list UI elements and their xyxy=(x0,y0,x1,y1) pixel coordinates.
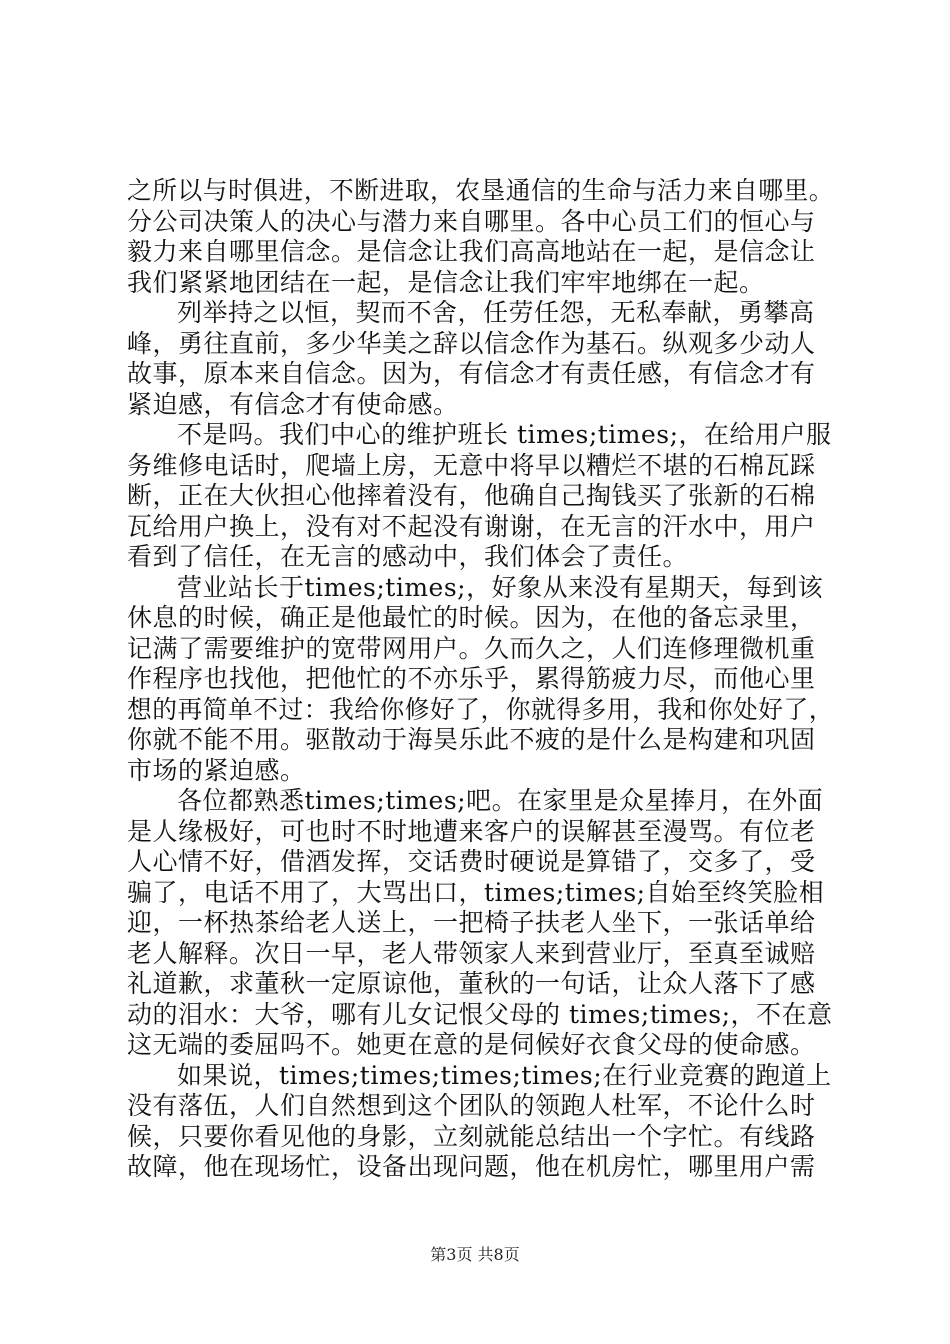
text-line: 迎，一杯热茶给老人送上，一把椅子扶老人坐下，一张话单给 xyxy=(127,908,816,937)
text-line: 没有落伍，人们自然想到这个团队的领跑人杜军，不论什么时 xyxy=(127,1091,816,1120)
text-line: 各位都熟悉times;times;吧。在家里是众星捧月，在外面 xyxy=(177,786,824,815)
text-line: 休息的时候，确正是他最忙的时候。因为，在他的备忘录里， xyxy=(127,603,816,632)
text-line: 毅力来自哪里信念。是信念让我们高高地站在一起，是信念让 xyxy=(127,237,816,266)
text-line: 之所以与时俱进，不断进取，农垦通信的生命与活力来自哪里。 xyxy=(127,176,834,205)
text-line: 是人缘极好，可也时不时地遭来客户的误解甚至漫骂。有位老 xyxy=(127,816,816,846)
page-footer xyxy=(0,1242,950,1265)
text-line: 不是吗。我们中心的维护班长 times;times;，在给用户服 xyxy=(177,420,832,449)
text-line: 营业站长于times;times;，好象从来没有星期天，每到该 xyxy=(177,572,824,602)
text-line: 想的再简单不过：我给你修好了，你就得多用，我和你处好了， xyxy=(127,694,834,724)
text-line: 故事，原本来自信念。因为，有信念才有责任感，有信念才有 xyxy=(127,359,816,388)
text-line: 断，正在大伙担心他摔着没有，他确自己掏钱买了张新的石棉 xyxy=(127,481,816,510)
page-number-label: 第3页 共8页 xyxy=(430,1245,520,1264)
text-line: 紧迫感，有信念才有使命感。 xyxy=(127,389,459,419)
text-line: 如果说，times;times;times;times;在行业竞赛的跑道上 xyxy=(177,1060,832,1090)
text-line: 这无端的委屈吗不。她更在意的是伺候好衣食父母的使命感。 xyxy=(127,1030,816,1059)
text-line: 老人解释。次日一早，老人带领家人来到营业厅，至真至诚赔 xyxy=(127,938,816,968)
text-line: 动的泪水：大爷，哪有儿女记恨父母的 times;times;，不在意 xyxy=(127,999,833,1029)
text-line: 分公司决策人的决心与潜力来自哪里。各中心员工们的恒心与 xyxy=(127,206,816,236)
text-line: 瓦给用户换上，没有对不起没有谢谢，在无言的汗水中，用户 xyxy=(127,511,816,541)
text-line: 市场的紧迫感。 xyxy=(127,755,306,785)
text-line: 列举持之以恒，契而不舍，任劳任怨，无私奉献，勇攀高 xyxy=(177,298,815,327)
text-line: 人心情不好，借酒发挥，交话费时硬说是算错了，交多了，受 xyxy=(127,847,816,876)
text-line: 候，只要你看见他的身影，立刻就能总结出一个字忙。有线路 xyxy=(127,1121,816,1151)
text-line: 故障，他在现场忙，设备出现问题，他在机房忙，哪里用户需 xyxy=(127,1152,816,1181)
text-line: 骗了，电话不用了，大骂出口，times;times;自始至终笑脸相 xyxy=(127,877,825,907)
text-line: 你就不能不用。驱散动于海昊乐此不疲的是什么是构建和巩固 xyxy=(127,725,816,754)
text-line: 我们紧紧地团结在一起，是信念让我们牢牢地绑在一起。 xyxy=(127,267,765,297)
text-line: 看到了信任，在无言的感动中，我们体会了责任。 xyxy=(127,542,689,571)
text-line: 务维修电话时，爬墙上房，无意中将早以糟烂不堪的石棉瓦踩 xyxy=(127,450,816,480)
text-line: 峰，勇往直前，多少华美之辞以信念作为基石。纵观多少动人 xyxy=(127,328,816,358)
text-line: 礼道歉，求董秋一定原谅他，董秋的一句话，让众人落下了感 xyxy=(127,969,816,998)
text-line: 记满了需要维护的宽带网用户。久而久之，人们连修理微机重 xyxy=(127,633,816,663)
text-line: 作程序也找他，把他忙的不亦乐乎，累得筋疲力尽，而他心里 xyxy=(127,664,816,693)
document-body xyxy=(127,176,833,1183)
